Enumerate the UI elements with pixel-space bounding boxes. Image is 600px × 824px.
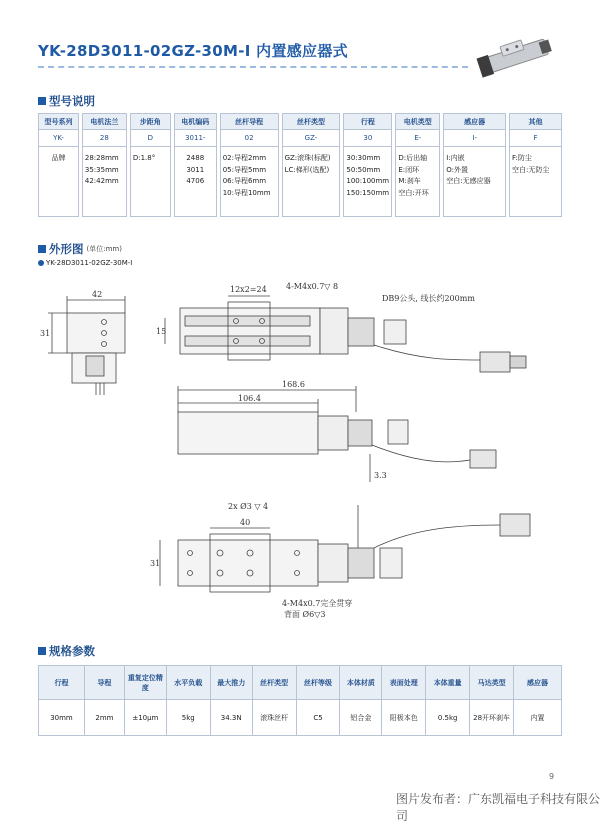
spec-table xyxy=(38,665,562,736)
model-header-cell: 型号系列 xyxy=(39,114,79,130)
spec-value-cell: C5 xyxy=(296,700,340,736)
model-header-cell: 丝杆类型 xyxy=(282,114,340,130)
model-options-cell xyxy=(82,147,126,217)
option-line: LC:梯形(选配) xyxy=(284,165,330,174)
spec-header-cell: 导程 xyxy=(84,666,124,700)
model-options-cell xyxy=(510,147,562,217)
spec-value-cell: 内置 xyxy=(514,700,562,736)
option-line: M:刹车 xyxy=(398,177,421,185)
option-line: O:外置 xyxy=(446,165,468,174)
model-options-cell xyxy=(344,147,392,217)
option-line: I:内嵌 xyxy=(446,154,465,162)
model-header-cell: 步距角 xyxy=(130,114,170,130)
spec-value-cell: 阳极本色 xyxy=(382,700,426,736)
spec-value-cell: 34.3N xyxy=(210,700,252,736)
spec-header-cell: 马达类型 xyxy=(470,666,514,700)
model-header-cell: 行程 xyxy=(344,114,392,130)
drawing-unit-note: (单位:mm) xyxy=(86,245,122,253)
spec-value-cell: 2mm xyxy=(84,700,124,736)
option-line: 10:导程10mm xyxy=(222,188,271,197)
option-line: 100:100mm xyxy=(346,177,390,185)
pin-holes-label: 2x Ø3 ▽ 4 xyxy=(228,502,269,511)
option-line: 空白:无感应器 xyxy=(446,177,491,185)
model-table xyxy=(38,113,562,217)
spec-header-cell: 丝杆类型 xyxy=(252,666,296,700)
model-options-cell xyxy=(39,147,79,217)
option-line: F:防尘 xyxy=(512,154,532,162)
option-line: 28:28mm xyxy=(84,154,119,162)
side-view xyxy=(178,386,496,482)
dim-31b-label: 31 xyxy=(150,559,161,568)
thread-top-label: 4-M4x0.7▽ 8 xyxy=(286,282,339,291)
model-header-cell: 丝杆导程 xyxy=(220,114,278,130)
title-divider xyxy=(38,66,468,68)
spec-header-cell: 本体材质 xyxy=(340,666,382,700)
spec-header-cell: 本体重量 xyxy=(426,666,470,700)
dim-33-label: 3.3 xyxy=(374,471,387,480)
section-drawing-heading xyxy=(38,241,122,257)
dim-12x2-label: 12x2=24 xyxy=(230,285,267,294)
section-model-heading xyxy=(38,93,95,109)
option-line: 空白:无防尘 xyxy=(512,165,550,174)
model-header-cell: 感应器 xyxy=(444,114,506,130)
section-spec-title: 规格参数 xyxy=(49,644,95,658)
model-options-cell xyxy=(130,147,170,217)
option-line: 空白:开环 xyxy=(398,188,429,197)
option-line: 3011 xyxy=(186,165,205,174)
option-line: E:闭环 xyxy=(398,165,420,174)
bullet-dot-icon xyxy=(38,260,44,266)
dim-106-label: 106.4 xyxy=(238,394,261,403)
end-view xyxy=(48,296,125,395)
model-code-cell: 28 xyxy=(82,130,126,147)
thread-bottom-label-1: 4-M4x0.7完全贯穿 xyxy=(282,599,353,608)
model-table-header-row xyxy=(39,114,562,130)
spec-value-cell: 30mm xyxy=(39,700,85,736)
page-title: YK-28D3011-02GZ-30M-I 内置感应器式 xyxy=(38,42,348,60)
option-line: 2488 xyxy=(186,154,205,162)
spec-table-value-row xyxy=(39,700,562,736)
publisher-credit: 图片发布者：广东凯福电子科技有限公司 xyxy=(396,792,600,823)
spec-header-cell: 丝杆等级 xyxy=(296,666,340,700)
spec-value-cell: 滚珠丝杆 xyxy=(252,700,296,736)
model-options-cell xyxy=(396,147,440,217)
section-marker-icon xyxy=(38,647,46,655)
model-code-cell: E- xyxy=(396,130,440,147)
option-line: 06:导程6mm xyxy=(222,177,267,185)
model-options-cell xyxy=(444,147,506,217)
dimension-drawing xyxy=(0,270,600,630)
model-header-cell: 电机法兰 xyxy=(82,114,126,130)
spec-value-cell: 5kg xyxy=(166,700,210,736)
dim-42-label: 42 xyxy=(92,290,103,299)
model-options-cell xyxy=(220,147,278,217)
model-code-cell: GZ- xyxy=(282,130,340,147)
option-line: 品牌 xyxy=(51,154,66,162)
option-line: GZ:滚珠(标配) xyxy=(284,154,331,162)
model-code-cell: F xyxy=(510,130,562,147)
option-line: D:1.8° xyxy=(132,154,156,162)
spec-header-cell: 感应器 xyxy=(514,666,562,700)
model-code-cell: 3011- xyxy=(174,130,216,147)
dim-31-label: 31 xyxy=(40,329,51,338)
dim-168-label: 168.6 xyxy=(282,380,305,389)
model-header-cell: 其他 xyxy=(510,114,562,130)
spec-header-cell: 重复定位精度 xyxy=(124,666,166,700)
top-view xyxy=(165,296,526,372)
model-code-cell: 30 xyxy=(344,130,392,147)
spec-value-cell: 0.5kg xyxy=(426,700,470,736)
dim-40-label: 40 xyxy=(240,518,251,527)
model-table-options-row xyxy=(39,147,562,217)
spec-header-cell: 最大推力 xyxy=(210,666,252,700)
model-code-cell: I- xyxy=(444,130,506,147)
model-options-cell xyxy=(174,147,216,217)
model-header-cell: 电机类型 xyxy=(396,114,440,130)
option-line: 150:150mm xyxy=(346,188,390,197)
option-line: 30:30mm xyxy=(346,154,381,162)
drawing-model-label: YK-28D3011-02GZ-30M-I xyxy=(46,259,133,267)
spec-value-cell: 28开环刹车 xyxy=(470,700,514,736)
spec-value-cell: ±10μm xyxy=(124,700,166,736)
section-drawing-title: 外形图 xyxy=(49,242,84,256)
model-table-code-row xyxy=(39,130,562,147)
option-line: 42:42mm xyxy=(84,177,119,185)
drawing-model-line xyxy=(38,259,132,267)
spec-header-cell: 表面处理 xyxy=(382,666,426,700)
spec-table-header-row xyxy=(39,666,562,700)
option-line: 4706 xyxy=(186,177,205,185)
spec-header-cell: 行程 xyxy=(39,666,85,700)
section-spec-heading xyxy=(38,643,95,659)
spec-header-cell: 水平负载 xyxy=(166,666,210,700)
model-code-cell: YK- xyxy=(39,130,79,147)
product-photo xyxy=(476,28,558,86)
thread-bottom-label-2: 背面 Ø6▽3 xyxy=(284,610,326,619)
cable-note-label: DB9公头, 线长约200mm xyxy=(382,294,475,303)
model-code-cell: 02 xyxy=(220,130,278,147)
spec-value-cell: 铝合金 xyxy=(340,700,382,736)
section-model-title: 型号说明 xyxy=(49,94,95,108)
dim-15-label: 15 xyxy=(156,327,167,336)
option-line: D:后出轴 xyxy=(398,154,428,162)
model-options-cell xyxy=(282,147,340,217)
option-line: 50:50mm xyxy=(346,165,381,174)
section-marker-icon xyxy=(38,245,46,253)
model-code-cell: D xyxy=(130,130,170,147)
page-number: 9 xyxy=(549,772,555,781)
section-marker-icon xyxy=(38,97,46,105)
model-header-cell: 电机编码 xyxy=(174,114,216,130)
option-line: 35:35mm xyxy=(84,165,119,174)
bottom-view xyxy=(160,505,530,592)
option-line: 02:导程2mm xyxy=(222,154,267,162)
option-line: 05:导程5mm xyxy=(222,165,267,174)
